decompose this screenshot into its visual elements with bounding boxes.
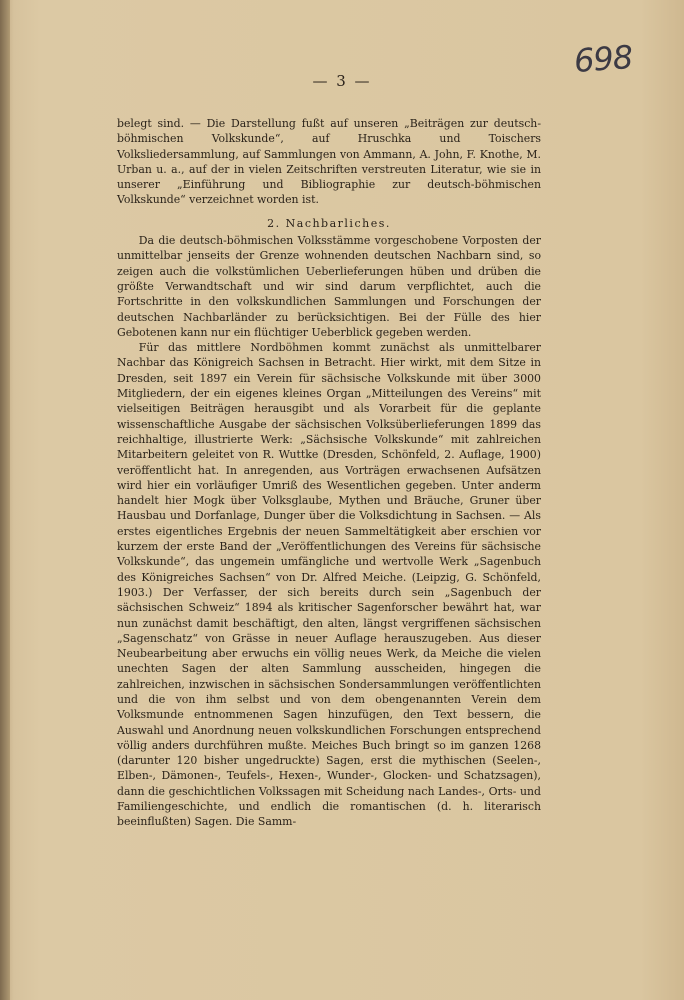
section-heading: 2. Nachbarliches. xyxy=(267,216,391,230)
paragraph-neighbors: Da die deutsch-böhmischen Volksstämme vorgeschobene Vorposten der unmittelbar jenseits der Grenze wohnenden deutschen Nachbarn sind, so zeigen auch die volkstümlichen Ueberlieferungen hüben und drüben die größte Verwandtschaft und wir sind darum verpflichtet, auch die Fortschritte in den volkskundlichen Sammlungen und Forschungen der deutschen Nachbarländer zu berücksichtigen. Bei der Fülle des hier Gebotenen kann nur ein flüchtiger Ueberblick gegeben werden. xyxy=(117,234,541,339)
page-number: — 3 — xyxy=(312,72,372,90)
document-body xyxy=(117,116,541,830)
page-spine xyxy=(0,0,10,1000)
paragraph-saxony: Für das mittlere Nordböhmen kommt zunächst als unmittelbarer Nachbar das Königreich Sachsen in Betracht. Hier wirkt, mit dem Sitze in Dresden, seit 1897 ein Verein für sächsische Volkskunde mit über 3000 Mitgliedern, der ein eigenes kleines Organ „Mitteilungen des Vereins“ mit vielseitigen Beiträgen herausgibt und als Vorarbeit für die geplante wissenschaftliche Ausgabe der sächsischen Volksüberlieferungen 1899 das reichhaltige, illustrierte Werk: „Sächsische Volkskunde“ mit zahlreichen Mitarbeitern geleitet von R. Wuttke (Dresden, Schönfeld, 2. Auflage, 1900) veröffentlicht hat. In anregenden, aus Vorträgen erwachsenen Aufsätzen wird hier ein vorläufiger Umriß des Wesentlichen gegeben. Unter anderm handelt hier Mogk über Volksglaube, Mythen und Bräuche, Gruner über Hausbau und Dorfanlage, Dunger über die Volksdichtung in Sachsen. — Als erstes eigentliches Ergebnis der neuen Sammeltätigkeit aber erschien vor kurzem der erste Band der „Veröffentlichungen des Vereins für sächsische Volkskunde“, das ungemein umfängliche und wertvolle Werk „Sagenbuch des Königreiches Sachsen“ von Dr. Alfred Meiche. (Leipzig, G. Schönfeld, 1903.) Der Verfasser, der sich bereits durch sein „Sagenbuch der sächsischen Schweiz“ 1894 als kritischer Sagenforscher bewährt hat, war nun zunächst damit beschäftigt, den alten, längst vergriffenen sächsischen „Sagenschatz“ von Grässe in neuer Auflage herauszugeben. Aus dieser Neubearbeitung aber erwuchs ein völlig neues Werk, da Meiche die vielen unechten Sagen der alten Sammlung ausscheiden, hingegen die zahlreichen, inzwischen in sächsischen Sondersammlungen veröffentlichten und die von ihm selbst und von dem obengenannten Verein dem Volksmunde entnommenen Sagen hinzufügen, den Text bessern, die Auswahl und Anordnung neuen volkskundlichen Forschungen entsprechend völlig anders durchführen mußte. Meiches Buch bringt so im ganzen 1268 (darunter 120 bisher ungedruckte) Sagen, erst die mythischen (Seelen-, Elben-, Dämonen-, Teufels-, Hexen-, Wunder-, Glocken- und Schatzsagen), dann die geschichtlichen Volkssagen mit Scheidung nach Landes-, Orts- und Familiengeschichte, und endlich die romantischen (d. h. literarisch beeinflußten) Sagen. Die Samm- xyxy=(117,341,541,829)
paragraph-intro: belegt sind. — Die Darstellung fußt auf unseren „Beiträgen zur deutsch-böhmischen Volkskunde“, auf Hruschka und Toischers Volksliedersammlung, auf Sammlungen von Ammann, A. John, F. Knothe, M. Urban u. a., auf der in vielen Zeitschriften verstreuten Literatur, wie sie in unserer „Einführung und Bibliographie zur deutsch-böhmischen Volkskunde“ verzeichnet worden ist. xyxy=(117,117,541,207)
handwritten-page-number: 698 xyxy=(572,38,634,80)
